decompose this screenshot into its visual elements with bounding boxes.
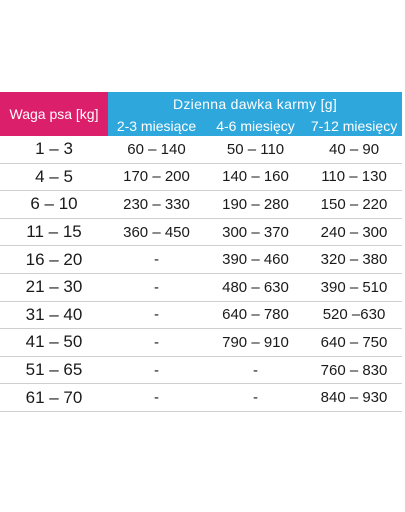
age-group-header: 4-6 miesięcy: [205, 115, 306, 136]
table-row: [0, 246, 402, 274]
dose-cell: 150 – 220: [306, 191, 402, 219]
weight-cell: 31 – 40: [0, 301, 108, 329]
dose-cell: -: [108, 384, 205, 412]
table-row: [0, 163, 402, 191]
table-row: [0, 329, 402, 357]
dose-cell: 640 – 750: [306, 329, 402, 357]
dose-cell: 760 – 830: [306, 356, 402, 384]
weight-header: Waga psa [kg]: [0, 92, 108, 136]
age-group-header: 7-12 miesięcy: [306, 115, 402, 136]
dose-cell: 170 – 200: [108, 163, 205, 191]
weight-cell: 41 – 50: [0, 329, 108, 357]
weight-cell: 61 – 70: [0, 384, 108, 412]
dose-cell: 360 – 450: [108, 218, 205, 246]
dose-cell: -: [108, 246, 205, 274]
header-row-top: [0, 92, 402, 115]
weight-cell: 1 – 3: [0, 136, 108, 163]
dose-cell: 110 – 130: [306, 163, 402, 191]
table-row: [0, 273, 402, 301]
table-row: [0, 191, 402, 219]
dose-cell: 230 – 330: [108, 191, 205, 219]
dose-cell: 480 – 630: [205, 273, 306, 301]
daily-dose-header: Dzienna dawka karmy [g]: [108, 92, 402, 115]
dose-cell: 50 – 110: [205, 136, 306, 163]
dose-cell: 520 –630: [306, 301, 402, 329]
dose-cell: -: [108, 356, 205, 384]
table-row: [0, 136, 402, 163]
dose-cell: 240 – 300: [306, 218, 402, 246]
table-row: [0, 356, 402, 384]
age-group-header: 2-3 miesiące: [108, 115, 205, 136]
dose-cell: 790 – 910: [205, 329, 306, 357]
dose-cell: 390 – 460: [205, 246, 306, 274]
dose-cell: 320 – 380: [306, 246, 402, 274]
dose-cell: 640 – 780: [205, 301, 306, 329]
weight-cell: 4 – 5: [0, 163, 108, 191]
dose-cell: -: [108, 329, 205, 357]
dose-cell: 300 – 370: [205, 218, 306, 246]
weight-cell: 11 – 15: [0, 218, 108, 246]
feeding-table: [0, 92, 402, 412]
dose-cell: -: [108, 273, 205, 301]
dose-cell: 190 – 280: [205, 191, 306, 219]
table-row: [0, 301, 402, 329]
table-row: [0, 384, 402, 412]
dose-cell: -: [108, 301, 205, 329]
dose-cell: -: [205, 356, 306, 384]
weight-cell: 51 – 65: [0, 356, 108, 384]
dose-cell: 140 – 160: [205, 163, 306, 191]
weight-cell: 21 – 30: [0, 273, 108, 301]
dose-cell: 40 – 90: [306, 136, 402, 163]
dose-cell: -: [205, 384, 306, 412]
weight-cell: 16 – 20: [0, 246, 108, 274]
weight-cell: 6 – 10: [0, 191, 108, 219]
dose-cell: 390 – 510: [306, 273, 402, 301]
dose-cell: 60 – 140: [108, 136, 205, 163]
table-row: [0, 218, 402, 246]
dose-cell: 840 – 930: [306, 384, 402, 412]
